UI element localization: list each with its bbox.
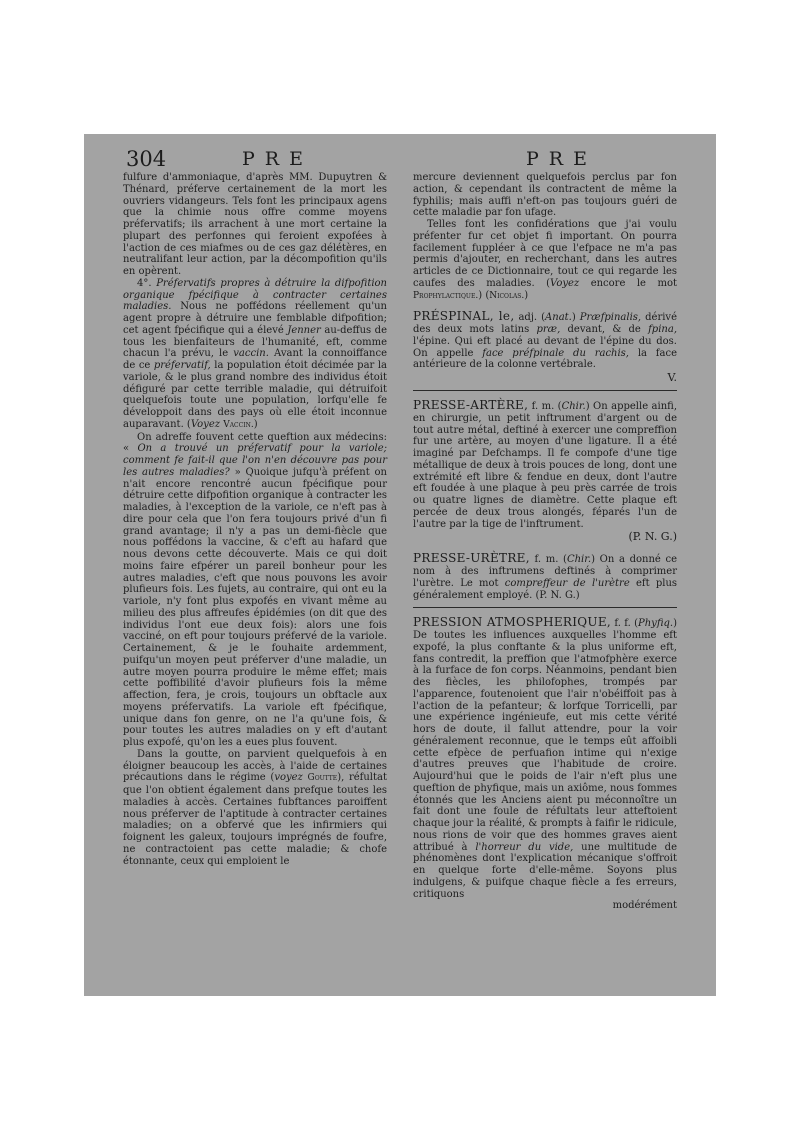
running-head-right: PRE [526,148,597,170]
running-head-left: PRE [242,148,313,170]
entry-headword: PRESSE-URÈTRE, [413,551,530,566]
paragraph: fulfure d'ammoniaque, d'après MM. Dupuytren & Thénard, préferve certainement de la mort les ouvriers vidangeurs. Tels font les principaux agens que la chimie nous offre comme moyens préfervatifs; ils arrachent à une mort certaine la plupart des perfonnes qui feroient expofées à l'action de ces miafmes ou de ces gaz délétères, en neutralifant leur action, par la décompofition qu'ils en opèrent. [123,172,387,277]
paragraph: On adreffe fouvent cette queftion aux médecins: « On a trouvé un préfervatif pour la variole; comment fe fait-il que l'on n'en découvre pas pour les autres maladies? » Quoique jufqu'à préfent on n'ait encore rencontré aucun fpécifique pour détruire cette difpofition organique à contracter les maladies, à l'exception de la variole, ce n'eft pas à dire pour cela que l'on fera toujours privé d'un fi grand avantage; il n'y a pas un demi-fiècle que nous poffédons la vaccine, & c'eft au hafard que nous devons cette découverte. Mais ce qui doit moins faire efpérer un pareil bonheur pour les autres maladies, c'eft que nous pouvons les avoir plufieurs fois. Les fujets, au contraire, qui ont eu la variole, n'y font plus expofés en vivant même au milieu des plus affreufes épidémies (on dit que des individus l'ont eue deux fois): alors une fois vacciné, on eft pour toujours préfervé de la variole. Certainement, & je le fouhaite ardemment, puifqu'un moyen peut préferver d'une maladie, un autre moyen pourra produire le même effet; mais cette poffibilité d'avoir plufieurs fois la même affection, fera, je crois, toujours un obftacle aux moyens préfervatifs. La variole eft fpécifique, unique dans fon genre, on ne l'a qu'une fois, & pour toutes les autres maladies on y eft d'autant plus expofé, qu'on les a eues plus fouvent. [123,431,387,748]
right-column [413,172,677,911]
paragraph: Dans la goutte, on parvient quelquefois à en éloigner beaucoup les accès, à l'aide de certaines précautions dans le régime (voyez Goutte), réfultat que l'on obtient également dans prefque toutes les maladies à accès. Certaines fubftances paroiffent nous préferver de l'aptitude à contracter certaines maladies; on a obfervé que les infirmiers qui foignent les galeux, toujours imprégnés de foufre, ne contractoient pas cette maladie; & chofe étonnante, ceux qui emploient le [123,748,387,867]
paragraph: mercure deviennent quelquefois perclus par fon action, & cependant ils contractent de même la fyphilis; mais auffi n'eft-on pas toujours guéri de cette maladie par fon ufage. [413,172,677,219]
paragraph: 4°. Préfervatifs propres à détruire la difpofition organique fpécifique à contracter certaines maladies. Nous ne poffédons réellement qu'un agent propre à détruire une femblable difpofition; cet agent fpécifique qui a élevé Jenner au-deffus de tous les bienfaiteurs de l'humanité, eft, comme chacun l'a prévu, le vaccin. Avant la connoiffance de ce préfervatif, la population étoit décimée par la variole, & le plus grand nombre des individus étoit défiguré par cette terrible maladie, qui détruifoit quelquefois toute une population, lorfqu'elle fe développoit dans des pays où elle étoit inconnue auparavant. (Voyez Vaccin.) [123,277,388,430]
dictionary-entry-prespinal: PRÉSPINAL, le, adj. (Anat.) Præfpinalis, dérivé des deux mots latins præ, devant, & de fpina, l'épine. Qui eft placé au devant de l'épine du dos. On appelle face préfpinale du rachis, la face antérieure de la colonne vertébrale. [413,309,677,371]
entry-headword: PRESSE-ARTÈRE, [413,398,529,412]
divider [413,390,677,391]
scanned-page [84,134,716,996]
catchword: modérément [612,900,677,912]
dictionary-entry-pression-atmospherique: PRESSION ATMOSPHERIQUE, f. f. (Phyfiq.) De toutes les influences auxquelles l'homme eft expofé, la plus conftante & la plus uniforme eft, fans contredit, la preffion que l'atmofphère exerce à la furface de fon corps. Néanmoins, pendant bien des fiècles, les philofophes, trompés par l'apparence, foutenoient que l'air n'obéiffoit pas à l'action de la pefanteur; & lorfque Torricelli, par une expérience ingénieufe, eut mis cette vérité hors de doute, il fallut attendre, pour la voir généralement reconnue, que le temps eût affoibli cette efpèce de perfuafion intime qui n'exige d'autres preuves que l'habitude de croire. Aujourd'hui que le poids de l'air n'eft plus une queftion de phyfique, mais un axiôme, nous fommes étonnés que les Anciens aient pu méconnoître un fait dont une foule de réfultats leur atteftoient chaque jour la réalité, & prompts à faifir le ridicule, nous rions de voir que des hommes graves aient attribué à l'horreur du vide, une multitude de phénomènes dont l'explication mécanique s'offroit en quelque forte d'elle-même. Soyons plus indulgens, & puifque chaque fiècle a fes erreurs, critiquons [413,615,677,900]
entry-headword: PRESSION ATMOSPHERIQUE, [413,615,612,630]
entry-signature: (P. N. G.) [628,530,677,544]
entry-signature: V. [667,371,677,384]
page-number: 304 [126,147,167,171]
divider [413,607,677,608]
page-header [84,134,716,174]
left-column [123,172,387,867]
dictionary-entry-presse-uretre: PRESSE-URÈTRE, f. m. (Chir.) On a donné ce nom à des inftrumens deftinés à comprimer l'urètre. Le mot compreffeur de l'urètre eft plus généralement employé. (P. N. G.) [413,551,678,601]
entry-headword: PRÉSPINAL, le, [413,309,515,324]
entry-signature: (P. N. G.) [535,589,580,601]
dictionary-entry-presse-artere: PRESSE-ARTÈRE, f. m. (Chir.) On appelle ainfi, en chirurgie, un petit inftrument d'argent ou de tout autre métal, deftiné à exercer une compreffion fur une artère, au moyen d'une ligature. Il a été imaginé par Defchamps. Il fe compofe d'une tige métallique de deux à trois pouces de long, dont une extrémité eft libre & fendue en deux, dont l'autre eft foudée à une plaque à peu près carrée de trois ou quatre lignes de diamètre. Cette plaque eft percée de deux trous alongés, féparés l'un de l'autre par la tige de l'inftrument. [413,398,677,530]
paragraph: Telles font les confidérations que j'ai voulu préfenter fur cet objet fi important. On pourra facilement fuppléer à ce que l'efpace ne m'a pas permis d'ajouter, en recherchant, dans les autres articles de ce Dictionnaire, tout ce qui regarde les caufes des maladies. (Voyez encore le mot Prophylactique.) (Nicolas.) [413,219,677,301]
